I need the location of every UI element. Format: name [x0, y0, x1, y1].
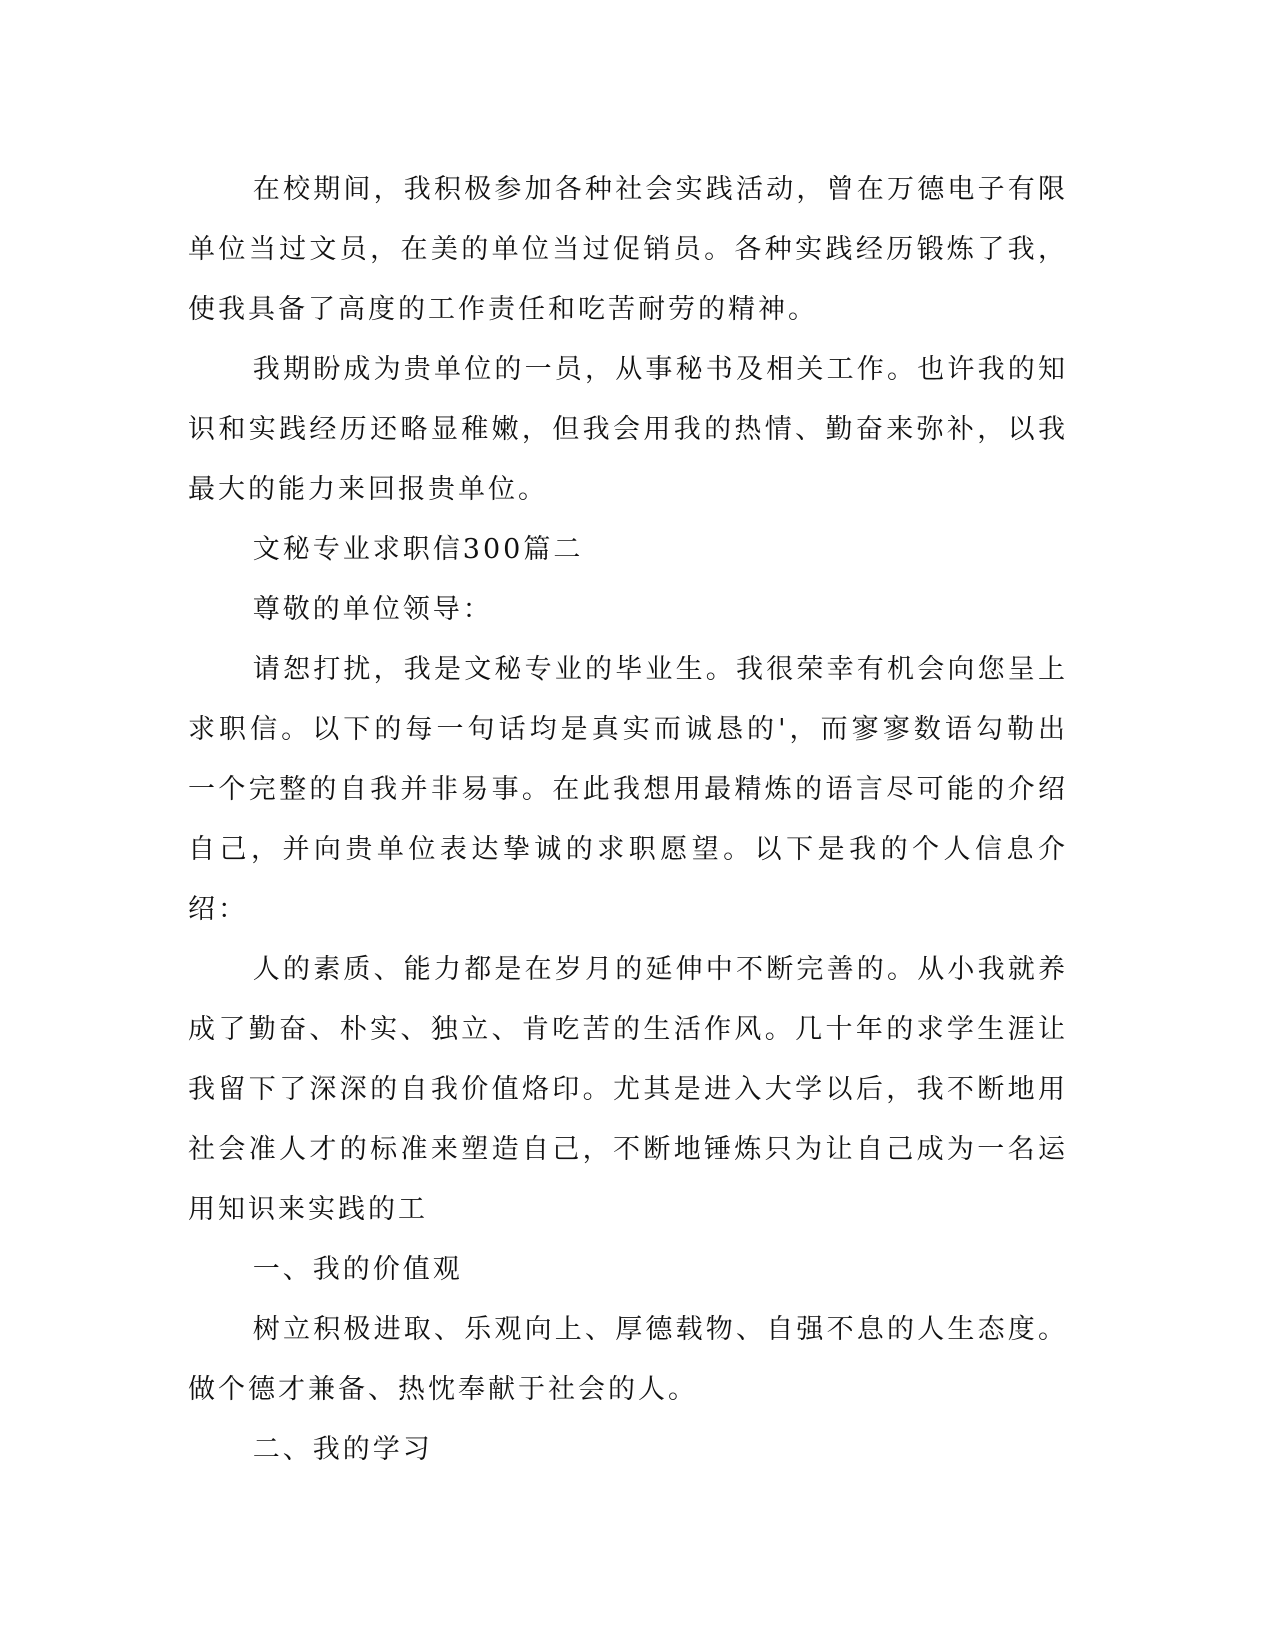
paragraph-internship: 在校期间，我积极参加各种社会实践活动，曾在万德电子有限单位当过文员，在美的单位当过促销员。各种实践经历锻炼了我，使我具备了高度的工作责任和吃苦耐劳的精神。 — [188, 174, 1068, 325]
paragraph-values: 树立积极进取、乐观向上、厚德载物、自强不息的人生态度。做个德才兼备、热忱奉献于社会的人。 — [188, 1314, 1068, 1405]
heading-values: 一、我的价值观 — [252, 1254, 463, 1285]
salutation: 尊敬的单位领导： — [252, 594, 493, 625]
paragraph-introduction: 请恕打扰，我是文秘专业的毕业生。我很荣幸有机会向您呈上求职信。以下的每一句话均是真实而诚恳的'，而寥寥数语勾勒出一个完整的自我并非易事。在此我想用最精炼的语言尽可能的介绍自己，并向贵单位表达挚诚的求职愿望。以下是我的个人信息介绍： — [188, 654, 1068, 925]
document-body — [188, 160, 1068, 1480]
paragraph-aspiration: 我期盼成为贵单位的一员，从事秘书及相关工作。也许我的知识和实践经历还略显稚嫩，但我会用我的热情、勤奋来弥补，以我最大的能力来回报贵单位。 — [188, 354, 1068, 505]
heading-study: 二、我的学习 — [252, 1434, 433, 1465]
paragraph-character: 人的素质、能力都是在岁月的延伸中不断完善的。从小我就养成了勤奋、朴实、独立、肯吃苦的生活作风。几十年的求学生涯让我留下了深深的自我价值烙印。尤其是进入大学以后，我不断地用社会准人才的标准来塑造自己，不断地锤炼只为让自己成为一名运用知识来实践的工 — [188, 954, 1068, 1225]
section-title: 文秘专业求职信300篇二 — [252, 534, 584, 565]
